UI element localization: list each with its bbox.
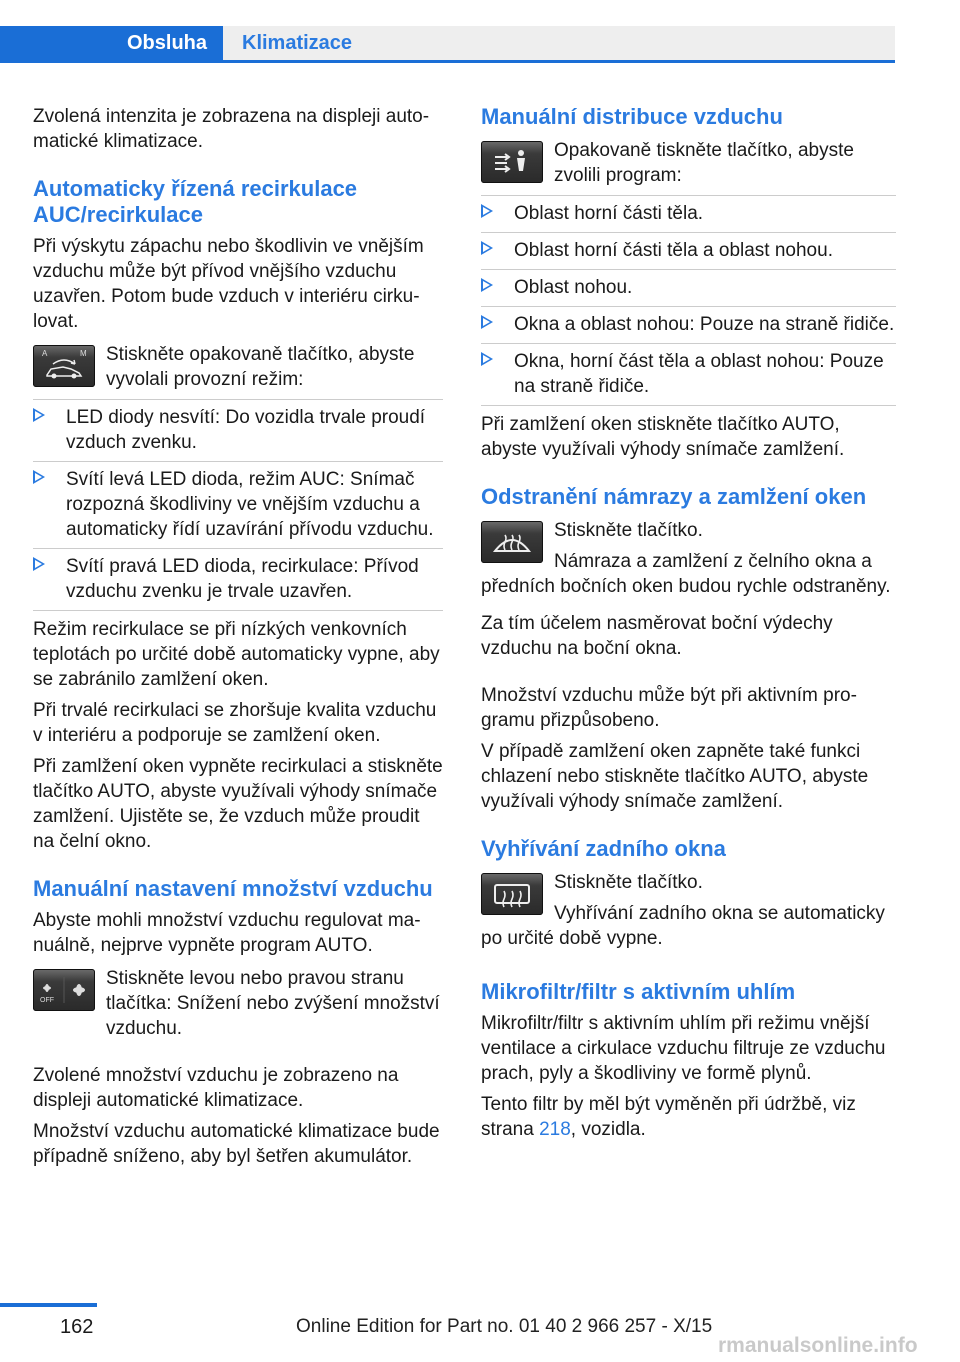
edition-note: Online Edition for Part no. 01 40 2 966 257 - X/15 — [296, 1316, 713, 1337]
paragraph: Při zamlžení oken vypněte recirkulaci a stiskněte tlačítko AUTO, abyste využívali výhody snímače zamlžení. Ujistěte se, že vzduch může proudit na čelní okno. — [33, 756, 443, 852]
bullet-list — [33, 399, 443, 611]
footer-rule — [0, 1303, 97, 1307]
icon-label-m: M — [80, 349, 87, 358]
paragraph: Režim recirkulace se při nízkých venkovních teplotách po určité době automaticky vypne, aby se zabránilo zamlžení oken. — [33, 619, 440, 690]
icon-block — [481, 138, 896, 189]
paragraph: Při zamlžení oken stiskněte tlačítko AUTO, abyste využívali výhody snímače zamlžení. — [481, 414, 845, 460]
triangle-bullet-icon — [481, 352, 493, 366]
recirculation-button-icon — [33, 345, 95, 387]
list-item: Okna, horní část těla a oblast nohou: Pouze na straně řidiče. — [481, 344, 896, 406]
paragraph: Abyste mohli množství vzduchu regulovat manuálně, nejprve vypněte program AUTO. — [33, 910, 421, 956]
triangle-bullet-icon — [481, 278, 493, 292]
section-heading: Manuální nastavení množství vzduchu — [33, 876, 433, 901]
paragraph: V případě zamlžení oken zapněte také funkci chlazení nebo stiskněte tlačítko AUTO, abyste využívali výhody snímače zamlžení. — [481, 741, 869, 812]
air-distribution-button-icon — [481, 141, 543, 183]
triangle-bullet-icon — [33, 408, 45, 422]
tab-obsluha[interactable]: Obsluha — [0, 26, 223, 60]
icon-caption: Námraza a zamlžení z čelního okna a předních bočních oken budou rychle odstraněny. — [481, 551, 891, 597]
header-rule — [0, 60, 895, 63]
paragraph — [481, 1092, 896, 1142]
icon-caption: Opakovaně tiskněte tlačítko, abyste zvolili program: — [554, 140, 854, 186]
list-item: Svítí pravá LED dioda, recirkulace: Přívod vzduchu zvenku je trvale uzavřen. — [33, 549, 443, 611]
icon-block — [481, 518, 896, 605]
paragraph: Při výskytu zápachu nebo škodlivin ve vnějším vzduchu může být přívod vnějšího vzduchu uzavřen. Potom bude vzduch v interiéru cirkulovat. — [33, 236, 424, 332]
fan-button-icon — [33, 969, 95, 1011]
triangle-bullet-icon — [481, 315, 493, 329]
list-item: Oblast nohou. — [481, 270, 896, 307]
triangle-bullet-icon — [33, 557, 45, 571]
windshield-defrost-icon — [481, 521, 543, 563]
watermark: rmanualsonline.info — [718, 1334, 918, 1357]
rear-window-heating-icon — [481, 873, 543, 915]
list-item: Oblast horní části těla. — [481, 196, 896, 233]
paragraph: Množství vzduchu automatické klimatizace bude případně sníženo, aby byl šetřen akumulátor. — [33, 1121, 440, 1167]
right-column — [481, 104, 896, 1148]
paragraph-text: , vozidla. — [570, 1119, 646, 1140]
triangle-bullet-icon — [481, 241, 493, 255]
section-heading: Odstranění námrazy a zamlžení oken — [481, 484, 867, 509]
paragraph-text: Tento filtr by měl být vyměněn při údržbě, viz strana — [481, 1094, 856, 1140]
triangle-bullet-icon — [33, 470, 45, 484]
header-tabs — [0, 26, 895, 62]
bullet-list — [481, 195, 896, 406]
triangle-bullet-icon — [481, 204, 493, 218]
list-item: Okna a oblast nohou: Pouze na straně řidiče. — [481, 307, 896, 344]
icon-label-off: OFF — [40, 997, 54, 1004]
icon-caption: Stiskněte tlačítko. — [554, 520, 703, 541]
list-item: Svítí levá LED dioda, režim AUC: Snímač rozpozná škodliviny ve vnějším vzduchu a automaticky řídí uzavírání přívodu vzduchu. — [33, 462, 443, 549]
icon-caption: Stiskněte tlačítko. — [554, 872, 703, 893]
left-column — [33, 104, 443, 1175]
paragraph: Při trvalé recirkulaci se zhoršuje kvalita vzduchu v interiéru a podporuje se zamlžení oken. — [33, 700, 437, 746]
paragraph: Za tím účelem nasměrovat boční výdechy vzduchu na boční okna. — [481, 613, 833, 659]
icon-block — [33, 342, 443, 393]
icon-caption: Stiskněte opakovaně tlačítko, abyste vyvolali provozní režim: — [106, 344, 415, 390]
section-heading: Mikrofiltr/filtr s aktivním uhlím — [481, 979, 796, 1004]
section-heading: Manuální distribuce vzduchu — [481, 104, 783, 129]
page-reference-link[interactable]: 218 — [539, 1119, 571, 1140]
paragraph: Zvolená intenzita je zobrazena na displeji automatické klimatizace. — [33, 106, 430, 152]
icon-caption: Stiskněte levou nebo pravou stranu tlačítka: Snížení nebo zvýšení množství vzduchu. — [106, 968, 440, 1039]
icon-block — [33, 966, 443, 1041]
icon-label-a: A — [42, 349, 48, 358]
section-heading: Automaticky řízená recirkulace AUC/recirkulace — [33, 176, 358, 227]
section-heading: Vyhřívání zadního okna — [481, 836, 726, 861]
icon-caption: Vyhřívání zadního okna se automaticky po určité době vypne. — [481, 903, 885, 949]
tab-klimatizace[interactable]: Klimatizace — [223, 26, 895, 60]
paragraph: Množství vzduchu může být při aktivním programu přizpůsobeno. — [481, 685, 857, 731]
icon-block — [481, 870, 896, 957]
paragraph: Mikrofiltr/filtr s aktivním uhlím při režimu vnější ventilace a cirkulace vzduchu filtruje ze vzduchu prach, pyly a škodliviny ve formě plynů. — [481, 1013, 886, 1084]
page-number: 162 — [60, 1316, 94, 1338]
paragraph: Zvolené množství vzduchu je zobrazeno na displeji automatické klimatizace. — [33, 1065, 399, 1111]
list-item: Oblast horní části těla a oblast nohou. — [481, 233, 896, 270]
list-item: LED diody nesvítí: Do vozidla trvale proudí vzduch zvenku. — [33, 400, 443, 462]
